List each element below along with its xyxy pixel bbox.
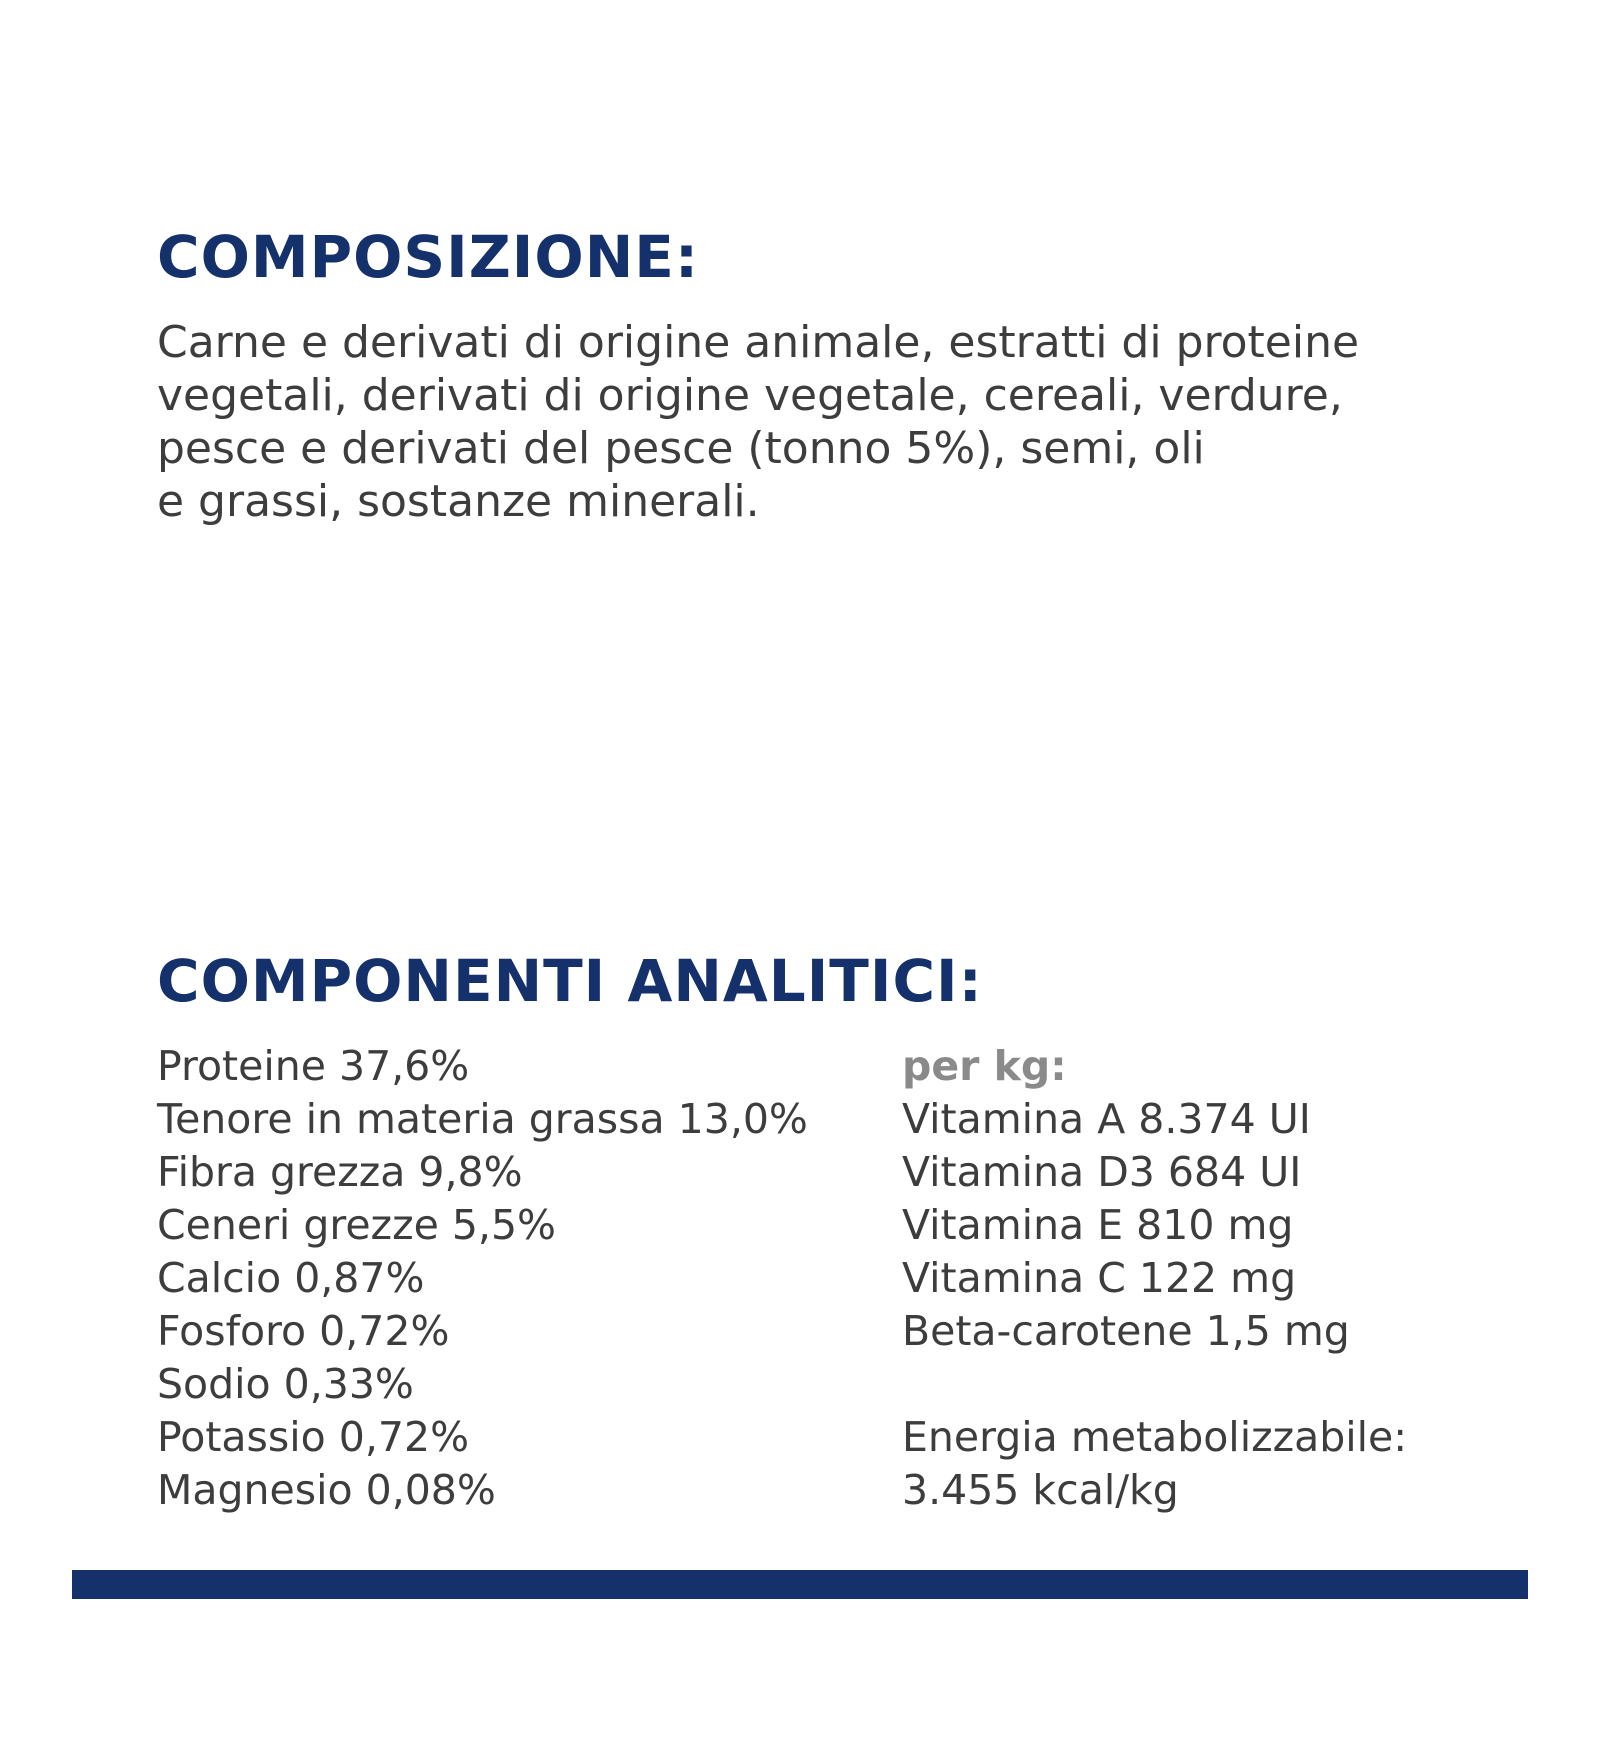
analytical-heading: COMPONENTI ANALITICI: [157, 947, 983, 1015]
additive-vitamina-e: Vitamina E 810 mg [902, 1201, 1294, 1249]
footer-divider-bar [72, 1570, 1528, 1599]
analytical-components-list [157, 1040, 808, 1517]
analytical-item-ceneri: Ceneri grezze 5,5% [157, 1201, 557, 1249]
additive-vitamina-a: Vitamina A 8.374 UI [902, 1095, 1311, 1143]
additive-beta-carotene: Beta-carotene 1,5 mg [902, 1307, 1350, 1355]
analytical-item-calcio: Calcio 0,87% [157, 1254, 425, 1302]
analytical-item-fosforo: Fosforo 0,72% [157, 1307, 450, 1355]
composition-line: e grassi, sostanze minerali. [157, 476, 760, 527]
per-kg-label: per kg: [902, 1042, 1067, 1090]
list-spacer [902, 1358, 1407, 1411]
energy-value: 3.455 kcal/kg [902, 1466, 1179, 1514]
additive-vitamina-d3: Vitamina D3 684 UI [902, 1148, 1302, 1196]
energy-label: Energia metabolizzabile: [902, 1413, 1408, 1461]
composition-line: pesce e derivati del pesce (tonno 5%), semi, oli [157, 423, 1205, 474]
analytical-item-grassi: Tenore in materia grassa 13,0% [157, 1095, 808, 1143]
composition-text [157, 316, 1477, 528]
analytical-item-magnesio: Magnesio 0,08% [157, 1466, 496, 1514]
additive-vitamina-c: Vitamina C 122 mg [902, 1254, 1297, 1302]
composition-line: vegetali, derivati di origine vegetale, cereali, verdure, [157, 370, 1343, 421]
analytical-item-potassio: Potassio 0,72% [157, 1413, 470, 1461]
analytical-item-sodio: Sodio 0,33% [157, 1360, 414, 1408]
composition-heading: COMPOSIZIONE: [157, 223, 700, 291]
composition-line: Carne e derivati di origine animale, estratti di proteine [157, 317, 1360, 368]
analytical-item-proteine: Proteine 37,6% [157, 1042, 470, 1090]
analytical-item-fibra: Fibra grezza 9,8% [157, 1148, 523, 1196]
additives-list [902, 1040, 1407, 1517]
